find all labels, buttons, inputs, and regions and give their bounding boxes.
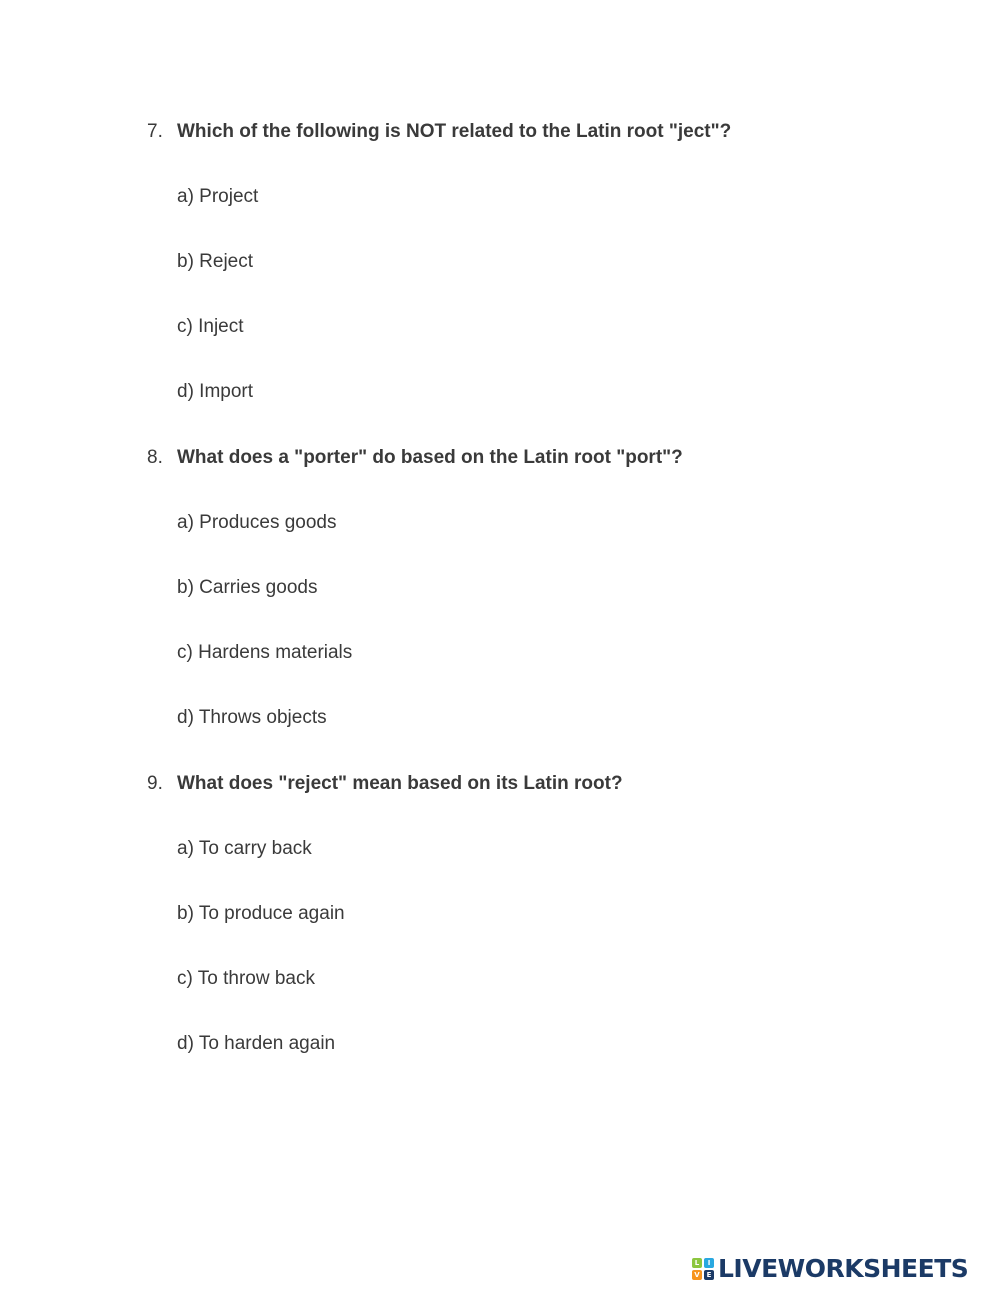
question-number: 8. [147,447,163,468]
liveworksheets-logo [692,1254,968,1284]
answer-option[interactable]: d) Throws objects [177,707,327,728]
question-text: What does a "porter" do based on the Latin root "port"? [177,447,683,468]
logo-cell: I [704,1258,714,1268]
logo-cell: E [704,1270,714,1280]
answer-option[interactable]: b) To produce again [177,903,345,924]
answer-option[interactable]: a) To carry back [177,838,312,859]
logo-text: LIVEWORKSHEETS [718,1254,969,1283]
answer-option[interactable]: c) Inject [177,316,244,337]
answer-option[interactable]: d) To harden again [177,1033,336,1054]
logo-cell: L [692,1258,702,1268]
answer-option[interactable]: d) Import [177,381,254,402]
answer-option[interactable]: a) Project [177,186,259,207]
answer-option[interactable]: c) To throw back [177,968,315,989]
answer-option[interactable]: a) Produces goods [177,512,337,533]
answer-option[interactable]: c) Hardens materials [177,642,353,663]
question-text: What does "reject" mean based on its Latin root? [177,773,623,794]
logo-icon [692,1258,714,1280]
question-number: 9. [147,773,163,794]
answer-option[interactable]: b) Reject [177,251,254,272]
logo-cell: V [692,1270,702,1280]
question-text: Which of the following is NOT related to the Latin root "ject"? [177,121,732,142]
answer-option[interactable]: b) Carries goods [177,577,318,598]
question-number: 7. [147,121,163,142]
